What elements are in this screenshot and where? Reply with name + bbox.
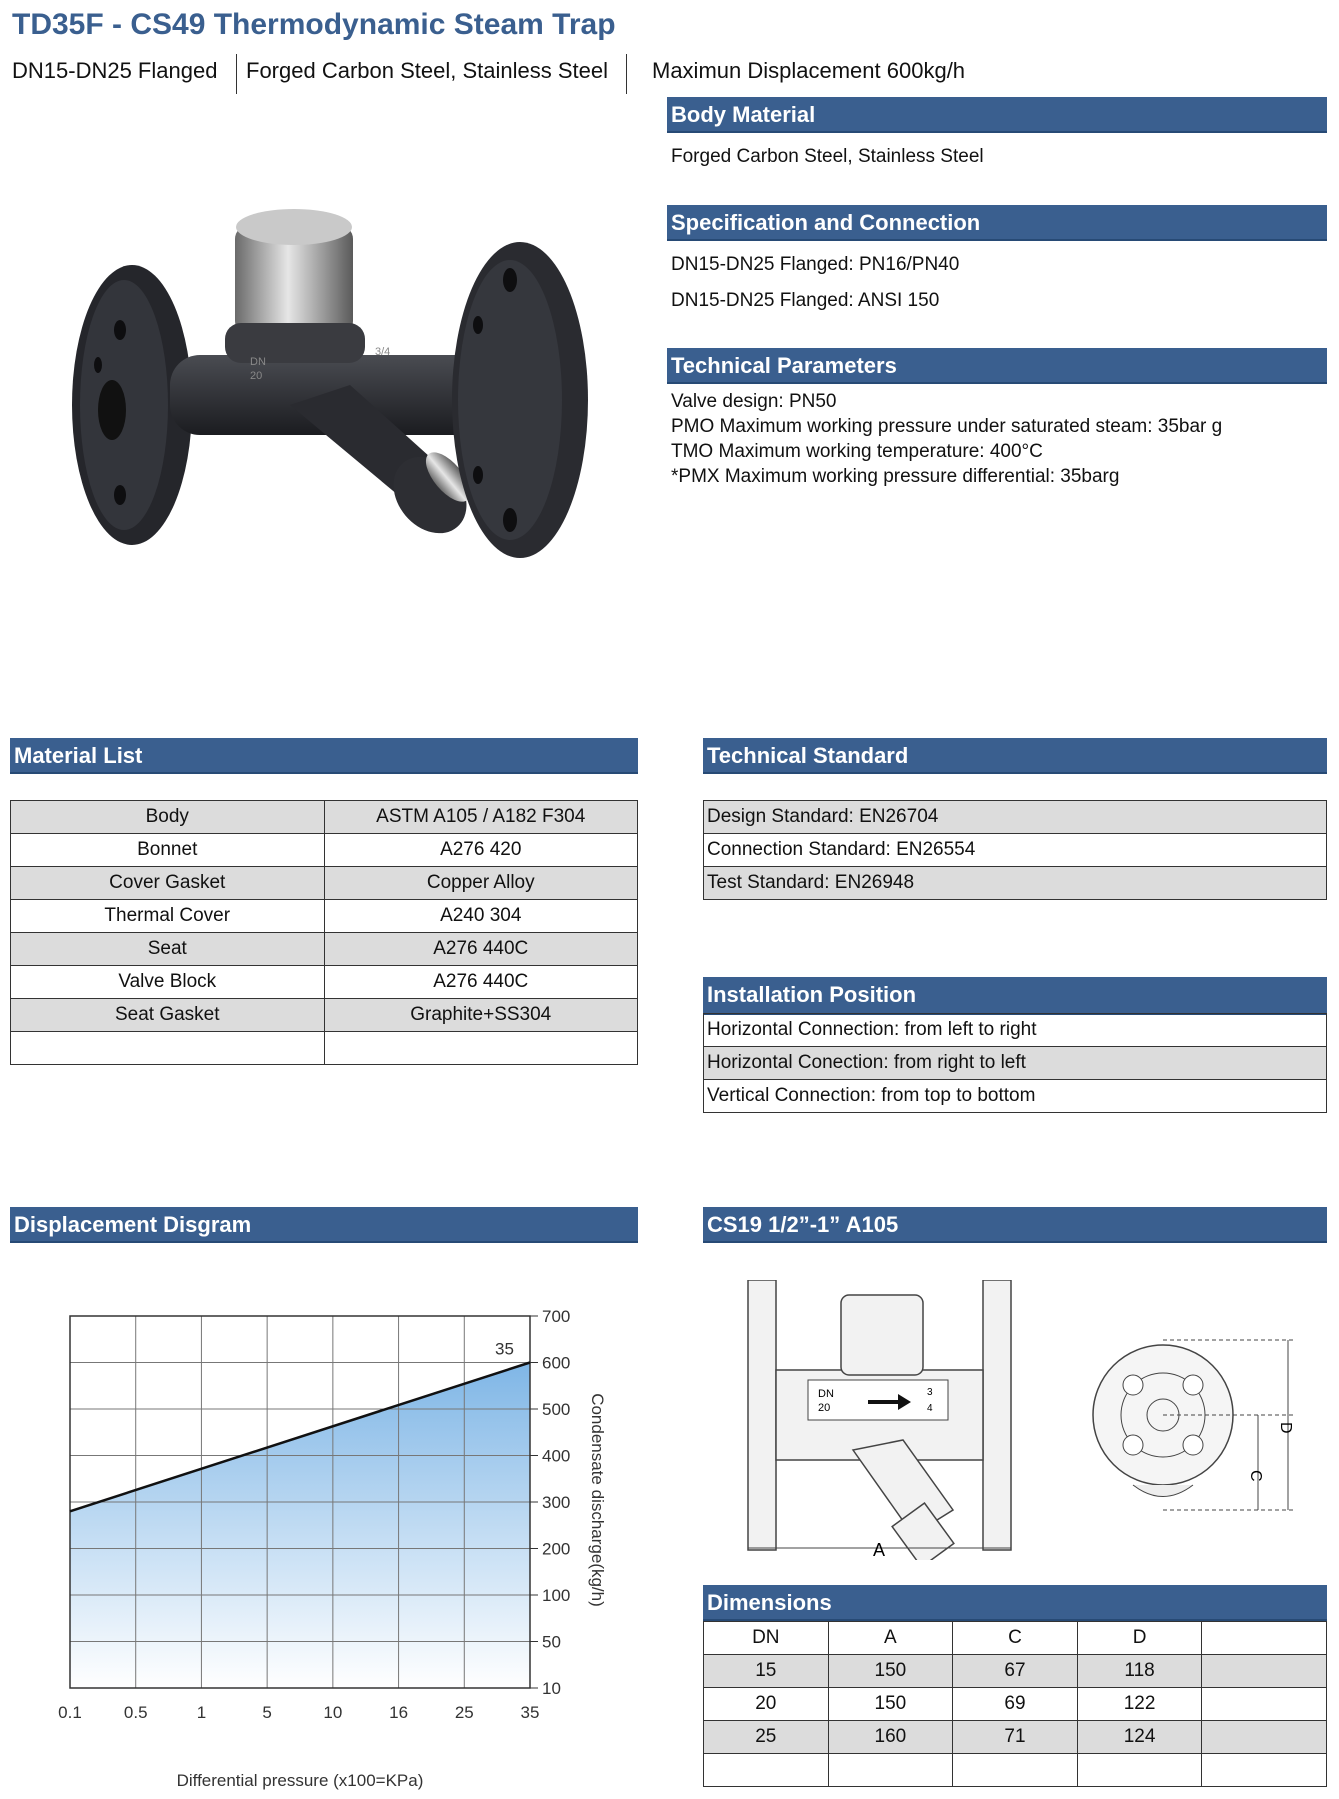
install-row-cell: Vertical Connection: from top to bottom bbox=[704, 1080, 1327, 1113]
chart-x-tick-label: 35 bbox=[520, 1703, 540, 1722]
standard-row bbox=[704, 801, 1327, 834]
installation-position-table bbox=[703, 1013, 1327, 1113]
material-row-cell: Bonnet bbox=[11, 834, 325, 867]
dimensions-cell: 160 bbox=[828, 1721, 953, 1754]
displacement-heading: Displacement Disgram bbox=[10, 1207, 638, 1243]
material-row-cell: Seat Gasket bbox=[11, 999, 325, 1032]
dimensions-heading: Dimensions bbox=[703, 1585, 1327, 1621]
body-material-heading: Body Material bbox=[667, 97, 1327, 133]
dimensions-cell: 15 bbox=[704, 1655, 829, 1688]
dimensions-cell bbox=[704, 1754, 829, 1787]
chart-x-tick-label: 0.1 bbox=[58, 1703, 82, 1722]
technical-standard-heading: Technical Standard bbox=[703, 738, 1327, 774]
subtitle-divider bbox=[236, 54, 237, 94]
install-row-cell: Horizontal Connection: from left to right bbox=[704, 1014, 1327, 1047]
dimensions-cell bbox=[1077, 1754, 1202, 1787]
material-row-cell bbox=[324, 1032, 638, 1065]
displacement-chart bbox=[0, 1290, 660, 1799]
chart-area-fill bbox=[70, 1363, 530, 1689]
chart-x-axis-label: Differential pressure (x100=KPa) bbox=[176, 1771, 424, 1790]
chart-y-tick-label: 500 bbox=[542, 1400, 571, 1419]
drawing-dn-label: DN bbox=[818, 1388, 834, 1400]
material-row-cell: A276 420 bbox=[324, 834, 638, 867]
material-row bbox=[11, 999, 638, 1032]
drawing-heading: CS19 1/2”-1” A105 bbox=[703, 1207, 1327, 1243]
dimensions-cell bbox=[1202, 1655, 1327, 1688]
dimensions-cell bbox=[828, 1754, 953, 1787]
chart-y-tick-label: 50 bbox=[542, 1632, 561, 1652]
dimensions-cell: 150 bbox=[828, 1688, 953, 1721]
dimensions-cell: 71 bbox=[953, 1721, 1078, 1754]
material-row-cell bbox=[11, 1032, 325, 1065]
dimensions-cell: 25 bbox=[704, 1721, 829, 1754]
chart-x-tick-label: 1 bbox=[196, 1703, 207, 1722]
technical-standard-table bbox=[703, 800, 1327, 900]
chart-x-tick-label: 10 bbox=[323, 1703, 343, 1722]
chart-y-tick-label: 700 bbox=[542, 1307, 571, 1326]
material-row bbox=[11, 867, 638, 900]
body-marking-size: 20 bbox=[250, 370, 263, 382]
drawing-fraction-bottom: 4 bbox=[927, 1403, 933, 1414]
chart-y-tick-label: 10 bbox=[542, 1679, 561, 1698]
page-title: TD35F - CS49 Thermodynamic Steam Trap bbox=[12, 8, 616, 41]
dimensions-cell: 69 bbox=[953, 1688, 1078, 1721]
material-row bbox=[11, 933, 638, 966]
tech-params-heading: Technical Parameters bbox=[667, 348, 1327, 384]
spec-connection-line: DN15-DN25 Flanged: ANSI 150 bbox=[671, 290, 940, 311]
chart-x-tick-label: 0.5 bbox=[123, 1703, 148, 1722]
install-row-cell: Horizontal Conection: from right to left bbox=[704, 1047, 1327, 1080]
dimension-drawing bbox=[703, 1280, 1327, 1560]
material-row-cell: Seat bbox=[11, 933, 325, 966]
dimensions-cell: 150 bbox=[828, 1655, 953, 1688]
dimensions-cell bbox=[1202, 1721, 1327, 1754]
tech-param-line: TMO Maximum working temperature: 400°C bbox=[671, 441, 1043, 462]
material-list-heading: Material List bbox=[10, 738, 638, 774]
standard-row-cell: Connection Standard: EN26554 bbox=[704, 834, 1327, 867]
material-row bbox=[11, 900, 638, 933]
install-row bbox=[704, 1080, 1327, 1113]
chart-y-tick-label: 400 bbox=[542, 1446, 571, 1466]
dimensions-row bbox=[704, 1655, 1327, 1688]
dimensions-cell: 124 bbox=[1077, 1721, 1202, 1754]
chart-y-tick-label: 600 bbox=[542, 1353, 571, 1373]
dimensions-cell: A bbox=[828, 1622, 953, 1655]
dimensions-table bbox=[703, 1621, 1327, 1787]
body-material-text: Forged Carbon Steel, Stainless Steel bbox=[671, 146, 984, 167]
spec-connection-line: DN15-DN25 Flanged: PN16/PN40 bbox=[671, 254, 960, 275]
subtitle-displacement: Maximun Displacement 600kg/h bbox=[652, 58, 966, 83]
tech-param-line: PMO Maximum working pressure under saturated steam: 35bar g bbox=[671, 416, 1223, 437]
dimensions-cell bbox=[953, 1754, 1078, 1787]
chart-y-tick-label: 200 bbox=[542, 1539, 571, 1559]
material-list-table bbox=[10, 800, 638, 1065]
chart-y-tick-label: 300 bbox=[542, 1493, 571, 1512]
dimensions-cell: 122 bbox=[1077, 1688, 1202, 1721]
standard-row bbox=[704, 834, 1327, 867]
material-row-cell: Body bbox=[11, 801, 325, 834]
dimension-a-label: A bbox=[873, 1540, 886, 1560]
material-row bbox=[11, 966, 638, 999]
dimension-c-label: C bbox=[1247, 1470, 1264, 1482]
chart-x-tick-label: 5 bbox=[262, 1703, 272, 1722]
material-row-cell: A276 440C bbox=[324, 933, 638, 966]
material-row-cell: A240 304 bbox=[324, 900, 638, 933]
dimensions-cell: 67 bbox=[953, 1655, 1078, 1688]
material-row-cell: ASTM A105 / A182 F304 bbox=[324, 801, 638, 834]
material-row-cell: A276 440C bbox=[324, 966, 638, 999]
drawing-dn-size: 20 bbox=[818, 1402, 831, 1414]
chart-x-tick-label: 16 bbox=[389, 1703, 409, 1722]
body-marking-fraction: 3/4 bbox=[375, 346, 391, 358]
dimensions-cell bbox=[1202, 1688, 1327, 1721]
material-row-cell: Thermal Cover bbox=[11, 900, 325, 933]
drawing-fraction-top: 3 bbox=[927, 1387, 933, 1398]
subtitle-divider bbox=[626, 54, 627, 94]
standard-row-cell: Test Standard: EN26948 bbox=[704, 867, 1327, 900]
installation-position-heading: Installation Position bbox=[703, 977, 1327, 1015]
tech-param-line: *PMX Maximum working pressure differential: 35barg bbox=[671, 466, 1120, 487]
dimensions-row bbox=[704, 1688, 1327, 1721]
dimensions-cell: C bbox=[953, 1622, 1078, 1655]
install-row bbox=[704, 1014, 1327, 1047]
chart-annotation: 35 bbox=[495, 1339, 514, 1359]
dimensions-cell: 118 bbox=[1077, 1655, 1202, 1688]
dimensions-cell: 20 bbox=[704, 1688, 829, 1721]
dimensions-row bbox=[704, 1754, 1327, 1787]
spec-connection-heading: Specification and Connection bbox=[667, 205, 1327, 241]
steam-trap-photo bbox=[70, 205, 630, 595]
material-row-cell: Cover Gasket bbox=[11, 867, 325, 900]
material-row-cell: Graphite+SS304 bbox=[324, 999, 638, 1032]
chart-y-tick-label: 100 bbox=[542, 1586, 571, 1605]
standard-row bbox=[704, 867, 1327, 900]
material-row-cell: Valve Block bbox=[11, 966, 325, 999]
dimensions-header-row bbox=[704, 1622, 1327, 1655]
dimensions-cell bbox=[1202, 1754, 1327, 1787]
body-marking-dn: DN bbox=[250, 356, 266, 368]
material-row bbox=[11, 1032, 638, 1065]
subtitle-size: DN15-DN25 Flanged bbox=[12, 58, 218, 83]
subtitle-material: Forged Carbon Steel, Stainless Steel bbox=[246, 58, 608, 83]
dimensions-cell bbox=[1202, 1622, 1327, 1655]
dimensions-cell: D bbox=[1077, 1622, 1202, 1655]
standard-row-cell: Design Standard: EN26704 bbox=[704, 801, 1327, 834]
material-row bbox=[11, 834, 638, 867]
dimensions-cell: DN bbox=[704, 1622, 829, 1655]
install-row bbox=[704, 1047, 1327, 1080]
dimension-d-label: D bbox=[1277, 1422, 1294, 1434]
material-row bbox=[11, 801, 638, 834]
material-row-cell: Copper Alloy bbox=[324, 867, 638, 900]
chart-y-axis-label: Condensate discharge(kg/h) bbox=[588, 1393, 607, 1607]
chart-x-tick-label: 25 bbox=[454, 1703, 474, 1722]
tech-param-line: Valve design: PN50 bbox=[671, 391, 837, 412]
dimensions-row bbox=[704, 1721, 1327, 1754]
